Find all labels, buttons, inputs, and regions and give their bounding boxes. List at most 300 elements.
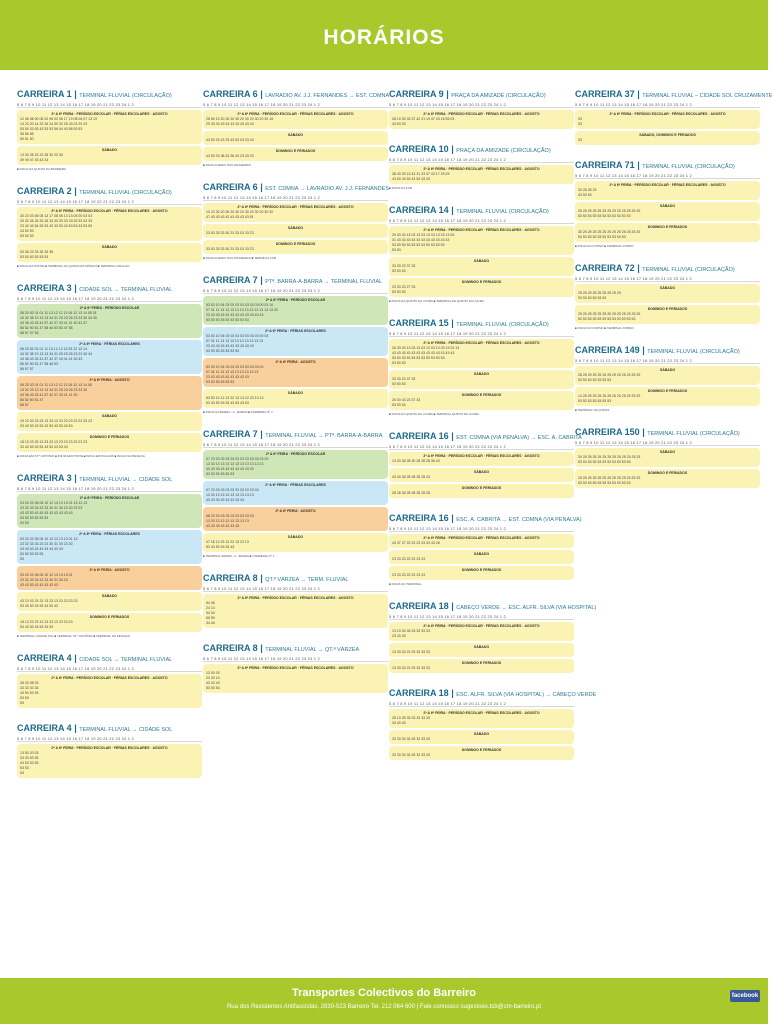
header-bar [0, 0, 768, 73]
minutes-row: 13 30 28 23 23 28 30 23 30 [20, 153, 63, 157]
minutes-row: 23 32 33 33 23 23 30 31 30 23 30 23 23 [20, 506, 83, 510]
route-number: CARREIRA 18 [389, 688, 449, 698]
route-title [17, 722, 202, 734]
route-number: CARREIRA 7 [203, 275, 258, 285]
minutes-row: 23 32 33 33 23 23 30 31 30 23 [20, 578, 68, 582]
block-label: SÁBADO [473, 732, 490, 736]
schedule-block [389, 226, 574, 255]
minutes-row: 25 33 03 13 03 13 03 13 03 13 03 13 03 [392, 233, 455, 237]
route-title [17, 652, 202, 664]
route-card [389, 204, 574, 303]
schedule-block [17, 412, 202, 431]
title-separator: | [257, 573, 266, 583]
block-label: 2ª A 6ª FEIRA · PERÍODO ESCOLAR · FÉRIAS ESCOLARES · AGOSTO [609, 183, 726, 187]
schedule-block [17, 613, 202, 632]
route-subtitle: TERMINAL FLUVIAL (CIRCULAÇÃO) [456, 209, 549, 215]
footer-bar [0, 978, 768, 1024]
schedule-column [575, 88, 772, 502]
minutes-row: 25 25 25 25 25 25 25 25 25 [578, 291, 621, 295]
route-subtitle: ESC. ALFR. SILVA (VIA HOSPITAL) → CABEÇO VERDE [456, 692, 597, 698]
block-label: DOMINGO E FERIADOS [647, 471, 688, 475]
minutes-row: 23 43 43 [392, 634, 406, 638]
block-label: 2ª A 6ª FEIRA · FÉRIAS ESCOLARES [265, 483, 326, 487]
block-label: SÁBADO [659, 450, 676, 454]
title-separator: | [71, 653, 80, 663]
block-label: SÁBADO [101, 594, 118, 598]
route-card [389, 317, 574, 416]
minutes-row: 13 32 23 13 13 13 34 31 25 23 26 23 23 30 [20, 388, 88, 392]
schedule-block [17, 530, 202, 564]
title-separator: | [448, 601, 457, 611]
route-legend: ■ TERMINAL NA QUINTA [575, 408, 610, 412]
route-title [575, 262, 760, 274]
hour-header: 5 6 7 8 9 10 11 12 13 14 15 16 17 18 19 20 21 22 23 24 1 2 [575, 172, 760, 179]
minutes-row: 38 43 33 13 43 31 23 37 43 17 29 29 [392, 172, 450, 176]
schedule-block [389, 659, 574, 673]
schedule-block [203, 203, 388, 222]
minutes-row: 54 36 [206, 601, 215, 605]
hour-header: 5 6 7 8 9 10 11 12 13 14 15 16 17 18 19 20 21 22 23 24 1 2 [17, 295, 202, 302]
block-label: 2ª A 6ª FEIRA · PERÍODO ESCOLAR · FÉRIAS ESCOLARES · AGOSTO [51, 746, 168, 750]
block-label: 2ª A 6ª FEIRA · PERÍODO ESCOLAR · FÉRIAS ESCOLARES · AGOSTO [51, 112, 168, 116]
block-label: 2ª A 6ª FEIRA · FÉRIAS ESCOLARES [79, 342, 140, 346]
route-number: CARREIRA 18 [389, 601, 449, 611]
hour-header: 5 6 7 8 9 10 11 12 13 14 15 16 17 18 19 20 21 22 23 24 1 2 [17, 665, 202, 672]
minutes-row: 53 53 53 53 53 53 [20, 255, 49, 259]
minutes-row: 34 44 [206, 621, 215, 625]
minutes-row: 13 33 13 13 13 13 13 13 13 [206, 519, 249, 523]
minutes-row: 33 [578, 122, 582, 126]
route-subtitle: TERMINAL FLUVIAL (CIRCULAÇÃO) [642, 164, 735, 170]
minutes-row: 13 33 33 23 33 33 33 33 [392, 650, 430, 654]
minutes-row: 53 53 53 [392, 361, 406, 365]
minutes-row: 43 37 27 23 23 23 23 33 43 28 [392, 541, 440, 545]
minutes-row: 25 25 25 25 25 25 25 25 25 25 25 25 25 [578, 476, 641, 480]
minutes-row: 43 53 53 53 [20, 761, 39, 765]
page-title: HORÁRIOS [323, 26, 445, 49]
minutes-row: 55 59 [206, 616, 215, 620]
facebook-icon[interactable]: facebook [730, 990, 760, 1002]
minutes-row: 30 25 25 25 25 25 25 25 25 25 25 25 25 [578, 455, 641, 459]
block-label: SÁBADO [659, 368, 676, 372]
minutes-row: 53 43 53 43 53 43 53 43 [20, 604, 58, 608]
route-number: CARREIRA 7 [203, 429, 258, 439]
schedule-block [575, 110, 760, 129]
minutes-row: 53 53 53 53 53 53 53 53 53 53 53 [578, 460, 631, 464]
minutes-row: 53 53 53 [20, 234, 34, 238]
minutes-row: 12 36 08 00 06 02 06 02 06 17 19 08 06 07 13 13 [20, 117, 97, 121]
minutes-row: 13 33 13 13 13 13 13 13 13 13 13 13 [206, 462, 264, 466]
title-separator: | [71, 186, 80, 196]
minutes-row: 24 13 [206, 606, 215, 610]
route-card [17, 652, 202, 708]
route-subtitle: TERMINAL FLUVIAL (CIRCULAÇÃO) [79, 190, 172, 196]
schedule-block [17, 494, 202, 528]
schedule-block [17, 744, 202, 778]
block-label: DOMINGO E FERIADOS [275, 242, 316, 246]
minutes-row: 39 49 47 43 43 43 [20, 158, 49, 162]
route-number: CARREIRA 2 [17, 186, 72, 196]
block-label: DOMINGO E FERIADOS [647, 389, 688, 393]
route-title [575, 426, 760, 438]
schedule-block [575, 284, 760, 303]
route-title [389, 143, 574, 155]
schedule-block [389, 709, 574, 728]
route-legend: ■ INICIA NA FCB [389, 186, 412, 190]
hour-header: 5 6 7 8 9 10 11 12 13 14 15 16 17 18 19 20 21 22 23 24 1 2 [389, 101, 574, 108]
hour-header: 5 6 7 8 9 10 11 12 13 14 15 16 17 18 19 20 21 22 23 24 1 2 [389, 330, 574, 337]
minutes-row: 25 25 25 25 25 25 25 25 25 25 25 25 25 [578, 312, 641, 316]
title-separator: | [448, 513, 457, 523]
route-card [203, 572, 388, 628]
minutes-row: 33 43 43 [392, 721, 406, 725]
schedule-block [389, 165, 574, 184]
schedule-block [389, 370, 574, 389]
route-card [203, 274, 388, 414]
block-label: 2ª A 6ª FEIRA · PERÍODO ESCOLAR · FÉRIAS ESCOLARES · AGOSTO [423, 341, 540, 345]
route-card [203, 428, 388, 558]
route-title [389, 512, 582, 524]
minutes-row: 53 43 53 43 53 43 53 [20, 625, 54, 629]
route-card [17, 185, 202, 268]
minutes-row: 53 53 53 [206, 686, 220, 690]
minutes-row: 13 53 20 03 [20, 751, 39, 755]
route-card [203, 181, 388, 260]
minutes-row: 13 23 20 14 23 26 24 30 32 26 33 23 29 23 [20, 122, 88, 126]
minutes-row: 58 57 57 [20, 367, 34, 371]
minutes-row: 53 53 10 04 03 03 03 03 03 03 03 00 03 10 [206, 303, 274, 307]
hour-header: 5 6 7 8 9 10 11 12 13 14 15 16 17 18 19 20 21 22 23 24 1 2 [389, 156, 574, 163]
minutes-row: 33 [578, 138, 582, 142]
minutes-row: 53 53 53 53 53 53 53 [578, 378, 612, 382]
route-subtitle: EST. CDMNA (VIA PENALVA) → ESC. A. CABRITA [456, 435, 582, 441]
route-subtitle: TERMINAL FLUVIAL (CIRCULAÇÃO) [647, 431, 740, 437]
schedule-block [17, 433, 202, 452]
block-label: 2ª A 6ª FEIRA · PERÍODO ESCOLAR [79, 496, 140, 500]
route-card [575, 88, 772, 145]
schedule-column [17, 88, 202, 792]
route-subtitle: TERMINAL FLUVIAL (CIRCULAÇÃO) [647, 349, 740, 355]
minutes-row: 43 43 43 43 43 43 43 [206, 524, 240, 528]
route-subtitle: PRAÇA DA AMIZADE (CIRCULAÇÃO) [456, 148, 551, 154]
minutes-row: 30 28 28 23 [578, 188, 597, 192]
minutes-row: 53 53 [392, 248, 401, 252]
route-number: CARREIRA 4 [17, 653, 72, 663]
route-legend: ■ TERMINAL BARRA - A - BARRA ■ CARREIRA Nº 7 [203, 554, 275, 558]
schedule-block [203, 131, 388, 145]
minutes-row: 53 53 53 53 53 53 53 53 53 53 [578, 235, 626, 239]
schedule-block [203, 147, 388, 161]
route-legend: ■ INICIA NA QUINTA DA LOURA ■ TERMINAL DA QUINTA DA LOURA [389, 299, 484, 303]
minutes-row: 33 33 33 33 [20, 686, 39, 690]
hour-header: 5 6 7 8 9 10 11 12 13 14 15 16 17 18 19 20 21 22 23 24 1 2 [203, 101, 388, 108]
minutes-row: 33 53 33 23 30 23 33 03 33 23 [206, 247, 254, 251]
minutes-row: 16 32 38 13 13 13 34 31 25 23 26 23 23 30 34 30 [20, 316, 97, 320]
schedule-block [575, 131, 760, 145]
route-subtitle: QT.ª VÁRZEA → TERM. FLUVIAL [265, 577, 349, 583]
minutes-row: 03 20 22 06 06 10 12 13 13 13 01 13 13 13 [20, 501, 88, 505]
minutes-row: 28 19 33 33 37 42 21 19 47 43 16 55 03 [392, 117, 455, 121]
route-title [575, 159, 760, 171]
route-title [17, 472, 202, 484]
minutes-row: 33 32 26 33 33 26 33 33 33 33 33 33 33 33 33 [20, 219, 93, 223]
schedule-block [575, 223, 760, 242]
minutes-row: 07 31 11 13 13 13 13 13 13 13 13 13 [206, 339, 264, 343]
title-separator: | [71, 283, 80, 293]
schedule-block [203, 507, 388, 531]
minutes-row: 43 43 43 43 43 43 43 43 [206, 498, 244, 502]
minutes-row: 28 03 08 03 [20, 681, 39, 685]
schedule-block [575, 181, 760, 200]
minutes-row: 03 20 22 06 06 10 12 13 13 13 01 [20, 573, 73, 577]
minutes-row: 23 43 43 43 43 43 43 43 43 [206, 375, 249, 379]
minutes-row: 23 03 23 27 33 [392, 285, 416, 289]
minutes-row: 56 52 50 51 47 [20, 398, 44, 402]
block-label: 2ª A 6ª FEIRA · PERÍODO ESCOLAR · FÉRIAS ESCOLARES · AGOSTO [237, 596, 354, 600]
minutes-row: 43 43 28 28 28 28 28 43 [392, 475, 430, 479]
block-label: DOMINGO E FERIADOS [89, 615, 130, 619]
minutes-row: 58 57 [20, 403, 29, 407]
schedule-block [389, 339, 574, 368]
minutes-row: 31 43 43 43 43 43 43 43 43 43 43 43 [392, 238, 450, 242]
schedule-block [389, 484, 574, 498]
hour-header: 5 6 7 8 9 10 11 12 13 14 15 16 17 18 19 20 21 22 23 24 1 2 [17, 485, 202, 492]
schedule-block [575, 469, 760, 488]
minutes-row: 28 13 28 33 33 33 33 33 [392, 716, 430, 720]
minutes-row: 43 53 53 [578, 193, 592, 197]
title-separator: | [71, 723, 80, 733]
minutes-row: 13 33 33 23 33 33 33 33 [392, 666, 430, 670]
route-card [203, 88, 388, 167]
route-subtitle: PRAÇA DA AMIZADE (CIRCULAÇÃO) [451, 93, 546, 99]
block-label: SÁBADO [473, 645, 490, 649]
minutes-row: 53 53 53 53 53 53 53 [578, 399, 612, 403]
route-number: CARREIRA 16 [389, 513, 449, 523]
route-subtitle: TERMINAL FLUVIAL → CIDADE SOL [79, 477, 173, 483]
route-legend: ■ INICIA NA QUINTA DA LOURA ■ TERMINAL QUINTA DA LOURA [389, 412, 480, 416]
route-card [389, 143, 574, 190]
minutes-row: 23 23 23 23 23 23 23 [392, 557, 426, 561]
minutes-row: 33 33 23 37 33 [392, 264, 416, 268]
route-legend: ■ FIDALGUEIRO DAS PALMEIRAS [203, 163, 251, 167]
block-label: SÁBADO [659, 286, 676, 290]
route-title [203, 274, 388, 286]
hour-header: 5 6 7 8 9 10 11 12 13 14 15 16 17 18 19 20 21 22 23 24 1 2 [17, 198, 202, 205]
minutes-row: 53 53 [20, 766, 29, 770]
schedule-block [575, 387, 760, 406]
route-number: CARREIRA 8 [203, 573, 258, 583]
minutes-row: 33 33 33 33 33 33 33 33 [392, 737, 430, 741]
block-label: 2ª A 6ª FEIRA · PERÍODO ESCOLAR · FÉRIAS ESCOLARES · AGOSTO [423, 454, 540, 458]
hour-header: 5 6 7 8 9 10 11 12 13 14 15 16 17 18 19 20 21 22 23 24 1 2 [575, 275, 760, 282]
block-label: 2ª A 6ª FEIRA · PERÍODO ESCOLAR · FÉRIAS ESCOLARES · AGOSTO [237, 205, 354, 209]
block-label: 2ª A 6ª FEIRA · PERÍODO ESCOLAR [265, 298, 326, 302]
schedule-block [203, 533, 388, 552]
schedule-block [17, 674, 202, 708]
minutes-row: 47 18 13 23 13 23 13 23 13 [206, 540, 249, 544]
block-label: DOMINGO E FERIADOS [461, 568, 502, 572]
route-number: CARREIRA 6 [203, 182, 258, 192]
block-label: SÁBADO [287, 226, 304, 230]
route-subtitle: CIDADE SOL → TERMINAL FLUVIAL [79, 657, 173, 663]
route-subtitle: LAVRADIO AV. J.J. FERNANDES → EST. CDMNA [265, 93, 390, 99]
route-subtitle: TERMINAL FLUVIAL – CIDADE SOL CRUZAMENTE [642, 93, 772, 99]
minutes-row: 53 53 53 53 53 53 [206, 380, 235, 384]
minutes-row: 25 25 25 25 25 25 25 25 25 25 25 25 25 [578, 209, 641, 213]
schedule-block [575, 202, 760, 221]
title-separator: | [448, 205, 457, 215]
route-number: CARREIRA 72 [575, 263, 635, 273]
minutes-row: 43 53 03 [392, 122, 406, 126]
block-label: 2ª A 6ª FEIRA · PERÍODO ESCOLAR · FÉRIAS ESCOLARES · AGOSTO [51, 676, 168, 680]
route-legend: ■ INICIA EM ST.º ANTÓNIO ■ INICIA EM PONTE ■ INICIA EM PALHAIS ■ INICIA NA PENALVA [17, 454, 145, 458]
schedule-block [17, 592, 202, 611]
route-card [389, 687, 597, 760]
minutes-row: 34 34 [206, 611, 215, 615]
minutes-row: 13 03 03 [206, 671, 220, 675]
minutes-row: 29 43 43 43 43 43 43 43 43 43 [206, 122, 254, 126]
minutes-row: 53 53 53 53 53 53 [20, 516, 49, 520]
schedule-block [203, 240, 388, 254]
schedule-block [17, 304, 202, 338]
schedule-block [389, 746, 574, 760]
hour-header: 5 6 7 8 9 10 11 12 13 14 15 16 17 18 19 20 21 22 23 24 1 2 [389, 700, 574, 707]
schedule-block [17, 566, 202, 590]
minutes-row: 43 13 03 23 23 13 23 13 23 23 23 23 [20, 599, 78, 603]
block-label: SÁBADO [287, 535, 304, 539]
title-separator: | [448, 144, 457, 154]
schedule-block [389, 391, 574, 410]
block-label: DOMINGO E FERIADOS [275, 149, 316, 153]
route-card [17, 472, 202, 638]
title-separator: | [634, 263, 643, 273]
schedule-block [389, 257, 574, 276]
minutes-row: 23 43 43 43 43 43 43 43 43 43 [206, 344, 254, 348]
minutes-row: 08 23 03 03 03 03 03 03 03 03 [206, 514, 254, 518]
block-label: 2ª A 6ª FEIRA · PERÍODO ESCOLAR · FÉRIAS ESCOLARES · AGOSTO [423, 228, 540, 232]
route-title [389, 687, 597, 699]
minutes-row: 53 53 53 53 53 53 53 53 53 [206, 318, 249, 322]
minutes-row: 43 53 53 [20, 229, 34, 233]
minutes-row: 43 43 43 [206, 681, 220, 685]
route-subtitle: TERMINAL FLUVIAL → CIDADE SOL [79, 727, 173, 733]
minutes-row: 56 52 50 51 47 58 46 53 53 47 58 [20, 326, 73, 330]
minutes-row: 03 06 23 33 35 33 35 [20, 250, 54, 254]
block-label: 2ª A 6ª FEIRA · PERÍODO ESCOLAR [265, 452, 326, 456]
title-separator: | [448, 688, 457, 698]
route-card [389, 430, 582, 498]
minutes-row: 35 56 55 [20, 132, 34, 136]
minutes-row: 13 33 13 13 13 13 13 13 13 13 [206, 493, 254, 497]
route-number: CARREIRA 8 [203, 643, 258, 653]
title-separator: | [639, 345, 648, 355]
minutes-row: 13 33 28 28 30 28 28 28 35 43 [392, 459, 440, 463]
block-label: 2ª A 6ª FEIRA · PERÍODO ESCOLAR [79, 306, 140, 310]
schedule-block [575, 305, 760, 324]
block-label: SÁBADO [101, 245, 118, 249]
minutes-row: 53 53 [20, 696, 29, 700]
title-separator: | [639, 427, 648, 437]
minutes-row: 13 13 33 33 33 33 33 33 [392, 629, 430, 633]
minutes-row: 43 53 53 53 [20, 691, 39, 695]
minutes-row: 03 20 22 06 06 10 12 13 13 13 01 13 [20, 537, 78, 541]
schedule-block [389, 566, 574, 580]
minutes-row: 33 43 53 43 53 43 53 43 53 43 53 [20, 424, 73, 428]
minutes-row: 43 43 43 43 43 43 43 43 43 43 [206, 467, 254, 471]
route-subtitle: CIDADE SOL → TERMINAL FLUVIAL [79, 287, 173, 293]
route-subtitle: TERMINAL FLUVIAL → QT.ª VÁRZEA [265, 647, 360, 653]
block-label: SÁBADO [473, 470, 490, 474]
title-separator: | [71, 473, 80, 483]
route-number: CARREIRA 150 [575, 427, 640, 437]
minutes-row: 53 [20, 771, 24, 775]
minutes-row: 58 57 57 53 [20, 331, 39, 335]
minutes-row: 53 53 53 53 53 53 53 53 53 53 53 [392, 356, 445, 360]
block-label: 2ª A 6ª FEIRA · AGOSTO [275, 360, 316, 364]
route-card [17, 88, 202, 171]
minutes-row: 30 23 03 06 08 13 17 08 05 13 13 05 00 03 03 [20, 214, 93, 218]
block-label: 2ª A 6ª FEIRA · PERÍODO ESCOLAR · FÉRIAS ESCOLARES · AGOSTO [237, 112, 354, 116]
minutes-row: 33 [578, 117, 582, 121]
minutes-row: 43 53 23 43 23 43 53 03 23 43 [206, 138, 254, 142]
schedule-block [389, 452, 574, 466]
route-card [389, 600, 597, 673]
minutes-row: 53 43 53 43 53 43 [206, 545, 235, 549]
minutes-row: 23 43 43 43 43 43 43 43 43 43 43 43 [206, 313, 264, 317]
minutes-row: 53 [20, 701, 24, 705]
minutes-row: 53 53 53 [392, 403, 406, 407]
hour-header: 5 6 7 8 9 10 11 12 13 14 15 16 17 18 19 20 21 22 23 24 1 2 [389, 613, 574, 620]
schedule-block [389, 730, 574, 744]
minutes-row: 53 53 53 53 53 53 [206, 472, 235, 476]
block-label: DOMINGO E FERIADOS [647, 307, 688, 311]
hour-header: 5 6 7 8 9 10 11 12 13 14 15 16 17 18 19 20 21 22 23 24 1 2 [203, 441, 388, 448]
schedule-block [17, 146, 202, 165]
hour-header: 5 6 7 8 9 10 11 12 13 14 15 16 17 18 19 20 21 22 23 24 1 2 [389, 525, 574, 532]
hour-header: 5 6 7 8 9 10 11 12 13 14 15 16 17 18 19 20 21 22 23 24 1 2 [203, 585, 388, 592]
schedule-block [203, 224, 388, 238]
route-title [575, 344, 760, 356]
minutes-row: 26 33 03 13 03 13 03 13 03 13 03 13 03 13 [392, 346, 460, 350]
title-separator: | [257, 182, 266, 192]
schedule-block [17, 340, 202, 374]
route-legend: ■ FIDALGUEIRO DAS PALMEIRAS ■ TERMINAL FCB [203, 256, 277, 260]
route-title [389, 204, 574, 216]
route-subtitle: CABEÇO VERDE → ESC. ALFR. SILVA (VIA HOSPITAL) [456, 605, 597, 611]
route-title [203, 181, 388, 193]
route-legend: ■ INICIA NO FORNO ■ TERMINAL FORNO [575, 244, 634, 248]
minutes-row: 33 33 33 33 33 33 33 33 [392, 753, 430, 757]
block-label: SÁBADO, DOMINGO E FERIADOS [639, 133, 696, 137]
route-title [575, 88, 772, 100]
schedule-block [203, 450, 388, 479]
minutes-row: 53 53 10 04 03 03 03 03 03 03 03 00 03 [206, 334, 269, 338]
route-card [575, 426, 760, 488]
route-number: CARREIRA 14 [389, 205, 449, 215]
block-label: SÁBADO [473, 372, 490, 376]
block-label: SÁBADO [287, 133, 304, 137]
route-legend: ■ TERMINAL CIDADE SOL ■ TERMINAL ST.º ANTÓNIO ■ TERMINAL DA PENALVA [17, 634, 131, 638]
block-label: 2ª A 6ª FEIRA · FÉRIAS ESCOLARES [79, 532, 140, 536]
block-label: SÁBADO [287, 391, 304, 395]
route-number: CARREIRA 37 [575, 89, 635, 99]
schedule-block [203, 664, 388, 693]
block-label: SÁBADO [101, 414, 118, 418]
schedule-block [17, 207, 202, 241]
route-card [389, 88, 574, 129]
route-subtitle: TERMINAL FLUVIAL (CIRCULAÇÃO) [456, 322, 549, 328]
title-separator: | [257, 275, 266, 285]
